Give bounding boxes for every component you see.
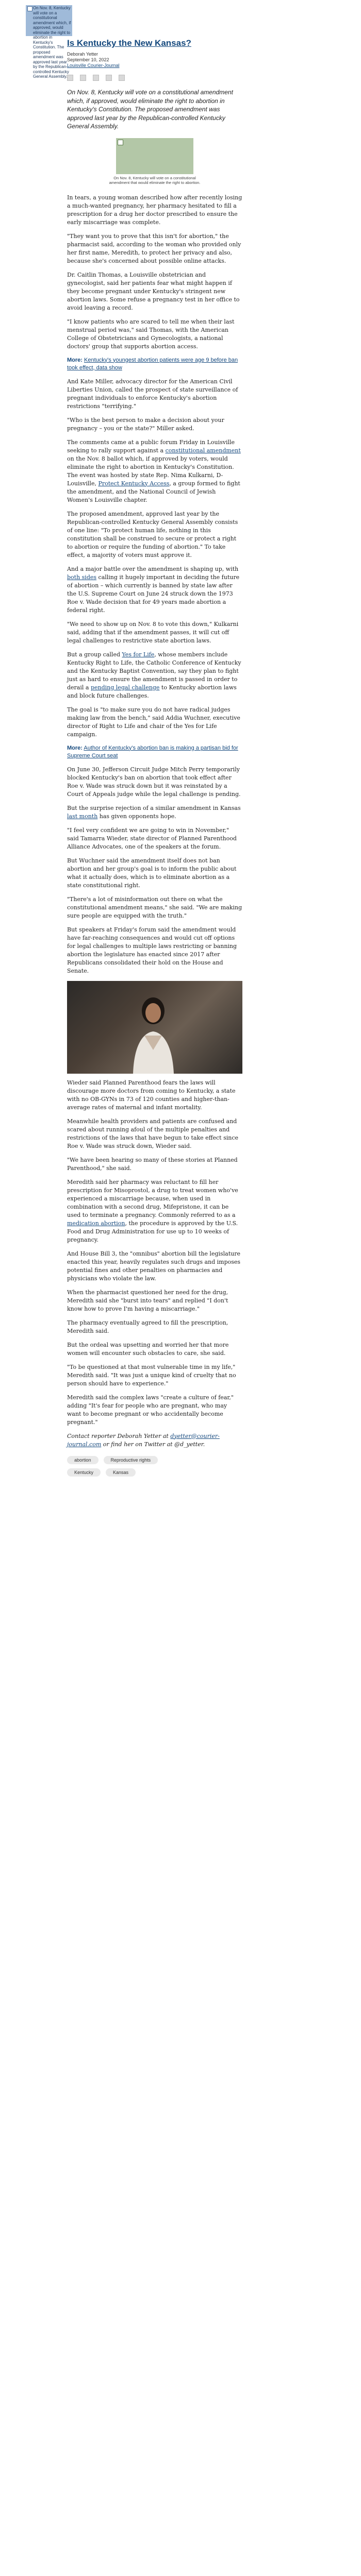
pending-legal-challenge-link[interactable]: pending legal challenge [90,684,160,691]
more-label: More: [67,744,83,751]
more-link-block [67,357,242,372]
paragraph [67,438,242,504]
lead-image [116,138,193,174]
tag-list [67,1456,170,1477]
text-run: But a group called [67,651,122,658]
paragraph [67,804,242,821]
text-run: , whose members include Kentucky Right to Life, the Catholic Conference of Kentucky and the Kentucky Baptist Convention, say they plan to fight just as hard to ensure the amendment is passed in order to derail a [67,651,241,691]
text-run: to Kentucky abortion laws and block future challenges. [67,684,237,699]
paragraph: In tears, a young woman described how after recently losing a much-wanted pregnancy, her pharmacy hesitated to fill a prescription for a drug her doctor prescribed to ensure the early miscarriage was complete. [67,194,242,226]
paragraph: "We have been hearing so many of these stories at Planned Parenthood," she said. [67,1156,238,1172]
lead-caption: On Nov. 8, Kentucky will vote on a constitutional amendment that would eliminate the right to abortion. [109,175,201,185]
text-run: Contact reporter Deborah Yetter at [67,1432,171,1439]
paragraph: The proposed amendment, approved last year by the Republican-controlled Kentucky General Assembly consists of one line: "To protect human life, nothing in this constitution shall be construed to secure or protect a right to abortion or require the funding of abortion." To take effect, a majority of voters must approve it. [67,510,238,558]
related-article-link[interactable]: Author of Kentucky's abortion ban is making a partisan bid for Supreme Court seat [67,744,238,759]
article-column [67,38,242,1477]
twitter-share-icon[interactable] [80,75,86,81]
paragraph: "I feel very confident we are going to win in November," said Tamarra Wieder, state director of Planned Parenthood Alliance Advocates, one of the speakers at the forum. [67,826,237,850]
related-article-link[interactable]: Kentucky's youngest abortion patients were age 9 before ban took effect, data show [67,357,238,371]
text-run: , the procedure is approved by the U.S. Food and Drug Administration for use up to 10 weeks of pregnancy. [67,1219,238,1243]
paragraph: Dr. Caitlin Thomas, a Louisville obstetrician and gynecologist, said her patients fear what might happen if they become pregnant under Kentucky's stringent new abortion laws. Some refuse a pregnancy test in her office to avoid leaving a record. [67,271,240,311]
paragraph: "We need to show up on Nov. 8 to vote this down," Kulkarni said, adding that if the amendment passes, it will cut off legal challenges to restrictive state abortion laws. [67,620,239,644]
broken-image-icon [27,6,32,11]
paragraph: Meredith said the complex laws "create a culture of fear," adding "It's fear for people who are pregnant, who may want to become pregnant or who accidentally become pregnant." [67,1394,234,1426]
constitutional-amendment-link[interactable]: constitutional amendment [165,447,241,454]
paragraph [67,651,242,700]
lede: On Nov. 8, Kentucky will vote on a constitutional amendment which, if approved, would eliminate the right to abortion in Kentucky's Constitution. The proposed amendment was approved last year by the Republican-controlled Kentucky General Assembly. [67,89,233,130]
text-run: , a group formed to fight the amendment, and the National Council of Jewish Women's Louisville chapter. [67,480,240,503]
share-bar [67,75,242,81]
more-label: More: [67,357,83,363]
print-share-icon[interactable] [119,75,125,81]
medication-abortion-link[interactable]: medication abortion [67,1219,125,1227]
text-run: calling it hugely important in deciding the future of abortion – which currently is banned by state law after the U.S. Supreme Court on June 24 struck down the 1973 Roe v. Wade decision that for 49 years made abortion a federal right. [67,573,240,614]
last-month-link[interactable]: last month [67,812,98,820]
text-run: The comments came at a public forum Friday in Louisville seeking to rally support against a [67,438,235,454]
tag-reproductive-rights[interactable]: Reproductive rights [104,1456,158,1464]
email-share-icon[interactable] [93,75,99,81]
article-wrapper [26,0,335,1477]
paragraph: On June 30, Jefferson Circuit Judge Mitch Perry temporarily blocked Kentucky's ban on abortion that took effect after Roe v. Wade was struck down but it was reinstated by a Court of Appeals judge while the legal challenge is pending. [67,766,241,798]
more-link-block [67,744,242,760]
reporter-email-link[interactable]: dyetter@courier-journal.com [67,1432,220,1448]
both-sides-link[interactable]: both sides [67,573,97,581]
author: Deborah Yetter [67,52,99,57]
text-run: has given opponents hope. [97,812,176,820]
text-run: Meredith said her pharmacy was reluctant to fill her prescription for Misoprostol, a drug to treat women who've experienced a miscarriage because, when used in combination with a second drug, Mifepristone, it can be used to terminate a pregnancy. Commonly referred to as a [67,1178,238,1218]
tag-kentucky[interactable]: Kentucky [67,1468,101,1477]
paragraph: "To be questioned at that most vulnerable time in my life," Meredith said. "It was just a unique kind of cruelty that no person should have to experience." [67,1363,236,1387]
paragraph: But Wuchner said the amendment itself does not ban abortion and her group's goal is to inform the public about what it actually does, which is to eliminate abortion as a state constitutional right. [67,857,237,889]
paragraph [67,565,242,615]
paragraph [67,1178,242,1244]
byline [67,52,242,69]
protect-kentucky-access-link[interactable]: Protect Kentucky Access [98,480,170,487]
paragraph: But speakers at Friday's forum said the amendment would have far-reaching consequences and would cut off options for legal challenges to multiple laws restricting or banning abortion the legislature has enacted since 2017 after Republicans consolidated their hold on the House and Senate. [67,926,237,974]
date: September 10, 2022 [67,57,109,62]
speaker-photo [67,981,242,1074]
hero-alt-text: On Nov. 8, Kentucky will vote on a constitutional amendment which, if approved, would eliminate the right to abortion in Kentucky's Constitution. The proposed amendment was approved last year by the Republican-controlled Kentucky General Assembly. [33,6,71,79]
paragraph: "Who is the best person to make a decision about your pregnancy – you or the state?" Miller asked. [67,416,224,432]
yes-for-life-link[interactable]: Yes for Life [122,651,155,658]
headline-link[interactable]: Is Kentucky the New Kansas? [67,38,191,48]
tag-kansas[interactable]: Kansas [106,1468,136,1477]
paragraph: "There's a lot of misinformation out there on what the constitutional amendment means," she said. "We are making sure people are equipped with the truth." [67,895,242,919]
text-run: or find her on Twitter at @d_yetter. [101,1440,205,1448]
paragraph: "They want you to prove that this isn't for abortion," the pharmacist said, according to the woman who provided only her first name, Meredith, to protect her privacy and also, because she's concerned about possible online attacks. [67,232,241,264]
paragraph: When the pharmacist questioned her need for the drug, Meredith said she "burst into tears" and replied "I don't know how to prove I'm having a miscarriage." [67,1289,228,1312]
paragraph: But the ordeal was upsetting and worried her that more women will encounter such obstacles to care, she said. [67,1341,229,1357]
linkedin-share-icon[interactable] [106,75,112,81]
publication-link[interactable]: Louisville Courier-Journal [67,63,120,68]
paragraph: The pharmacy eventually agreed to fill the prescription, Meredith said. [67,1319,228,1334]
paragraph: Meanwhile health providers and patients are confused and scared about running afoul of the multiple penalties and restrictions of the laws that have begun to take effect since Roe v. Wade was struck down, Wieder said. [67,1117,239,1149]
contact-line [67,1432,242,1449]
text-run: on the Nov. 8 ballot which, if approved by voters, would eliminate the right to abortion in Kentucky's Constitution. The event was hosted by state Rep. Nima Kulkarni, D-Louisville, [67,455,234,487]
paragraph: And Kate Miller, advocacy director for the American Civil Liberties Union, called the prospect of state surveillance of pregnant individuals to enforce Kentucky's abortion restrictions "terrifying." [67,378,238,410]
tag-abortion[interactable]: abortion [67,1456,99,1464]
paragraph: The goal is "to make sure you do not have radical judges making law from the bench," said Addia Wuchner, executive director of Right to Life and chair of the Yes for Life campaign. [67,706,240,738]
hero-image [26,5,72,79]
paragraph: Wieder said Planned Parenthood fears the laws will discourage more doctors from coming to Kentucky, a state with no OB-GYNs in 73 of 120 counties and higher-than-average rates of maternal and infant mortality. [67,1079,236,1111]
speaker-silhouette [129,993,178,1074]
paragraph: And House Bill 3, the "omnibus" abortion bill the legislature enacted this year, heavily regulates such drugs and imposes potential fines and other penalties on pharmacies and physicians who violate the law. [67,1250,241,1282]
text-run: But the surprise rejection of a similar amendment in Kansas [67,804,241,811]
text-run: And a major battle over the amendment is shaping up, with [67,565,239,572]
paragraph: "I know patients who are scared to tell me when their last menstrual period was," said Thomas, with the American College of Obstetricians and Gynecologists, a national doctors' group that supports abortion access. [67,318,235,350]
broken-image-icon [118,140,123,145]
